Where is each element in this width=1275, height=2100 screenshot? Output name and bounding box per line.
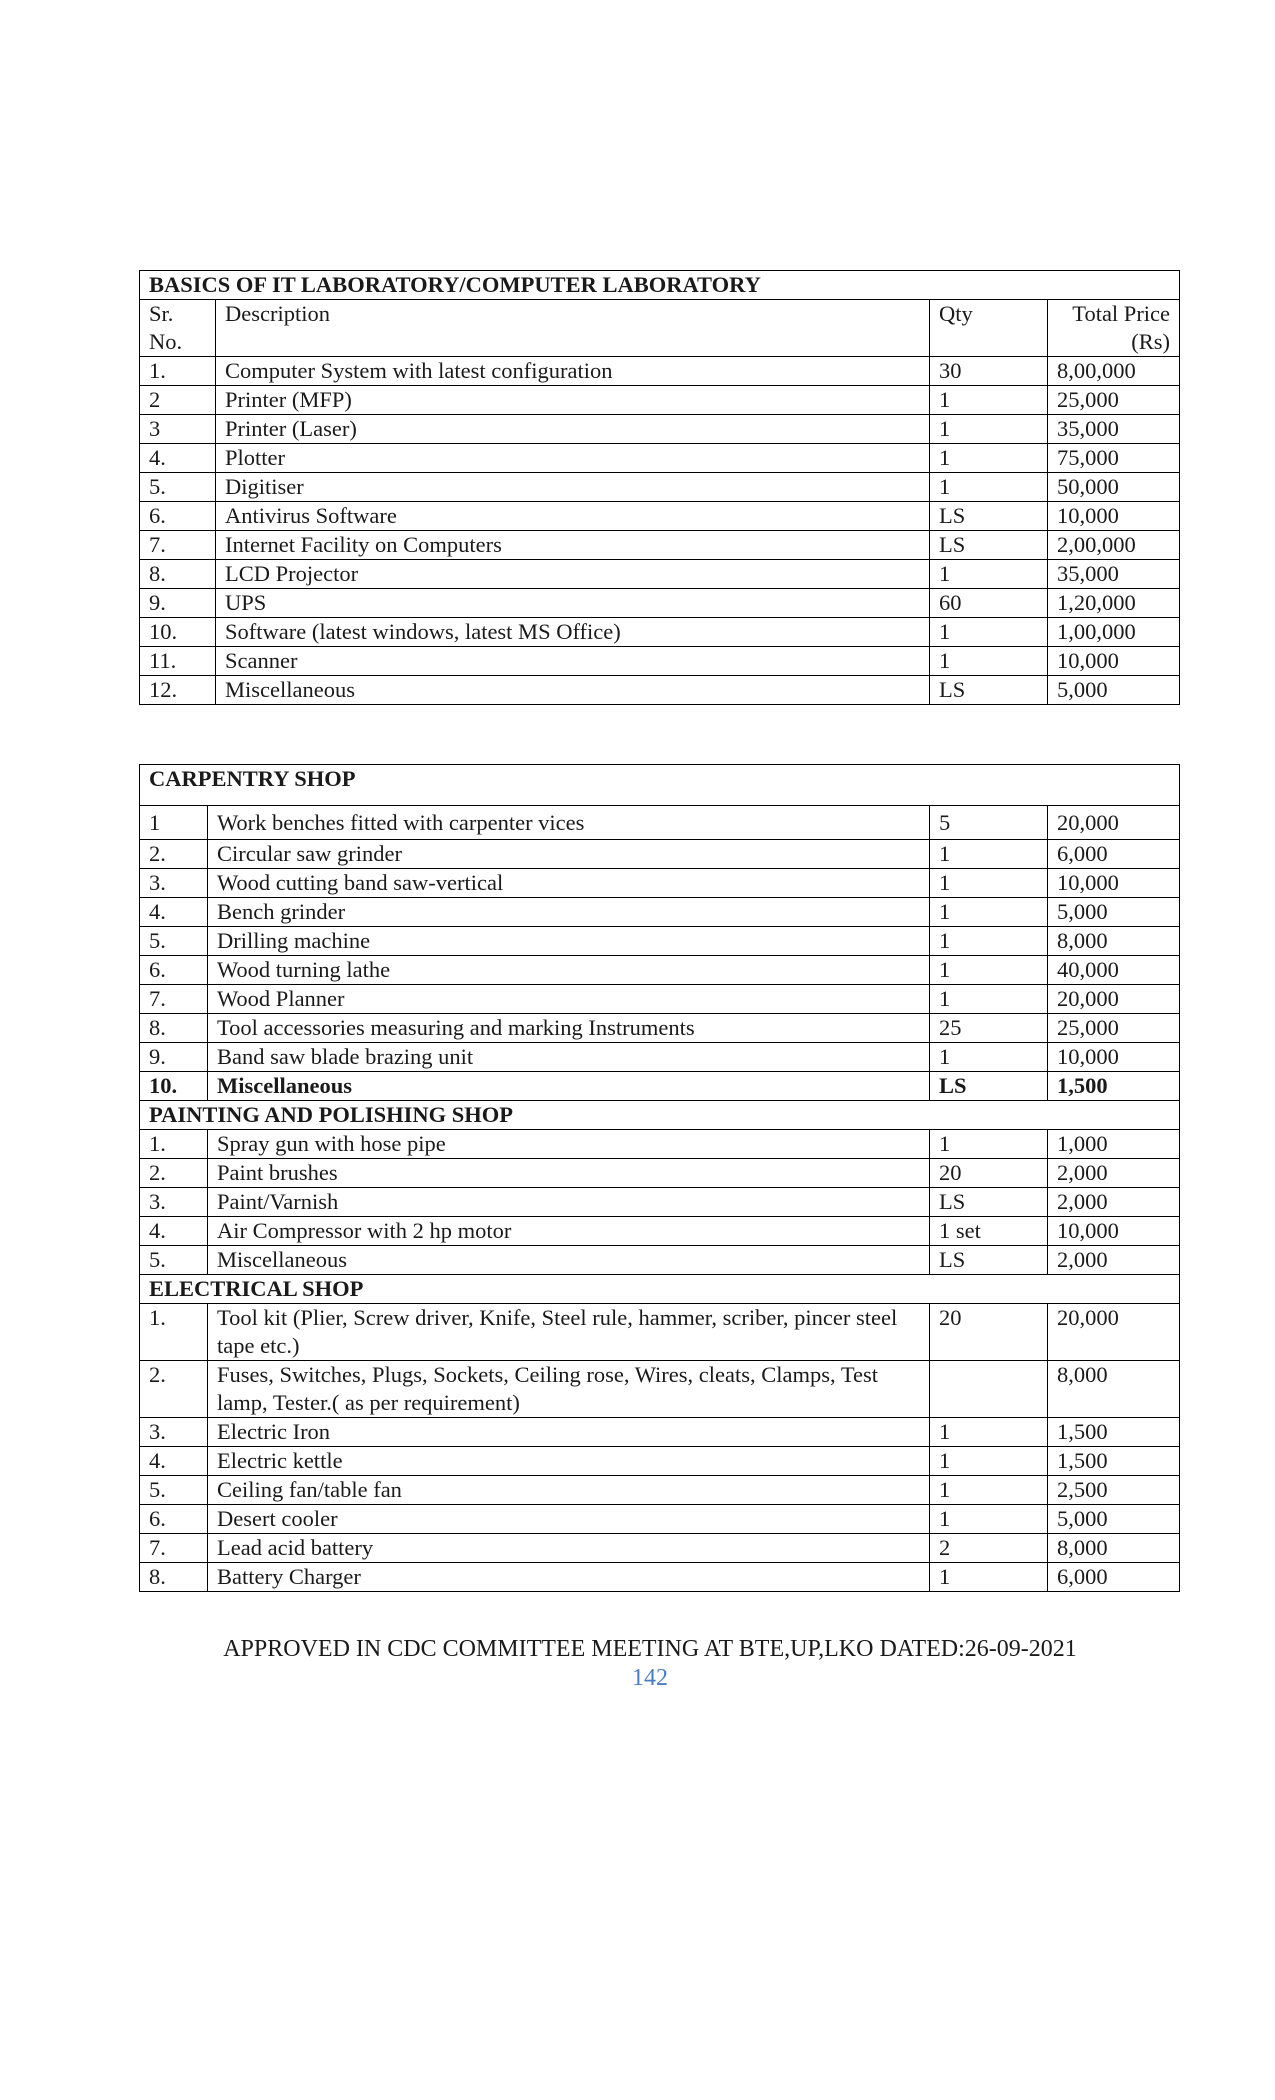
cell-sr-no: 2.	[140, 840, 208, 869]
table-row	[140, 618, 1180, 647]
cell-sr-no: 5.	[140, 473, 216, 502]
table-row	[140, 985, 1180, 1014]
table-row	[140, 927, 1180, 956]
cell-total-price: 2,000	[1048, 1246, 1180, 1275]
table-row	[140, 473, 1180, 502]
cell-description: Computer System with latest configuration	[216, 357, 930, 386]
cell-total-price: 6,000	[1048, 1563, 1180, 1592]
cell-qty: 1 set	[930, 1217, 1048, 1246]
table-row	[140, 502, 1180, 531]
cell-description: UPS	[216, 589, 930, 618]
table-header-row	[140, 300, 1180, 357]
table-row	[140, 531, 1180, 560]
table-row	[140, 956, 1180, 985]
cell-qty: 1	[930, 956, 1048, 985]
table-row	[140, 898, 1180, 927]
cell-qty: 2	[930, 1534, 1048, 1563]
cell-sr-no: 8.	[140, 1563, 208, 1592]
cell-sr-no: 3.	[140, 1188, 208, 1217]
cell-qty: 1	[930, 560, 1048, 589]
table-row	[140, 869, 1180, 898]
table-row	[140, 589, 1180, 618]
table-row	[140, 1476, 1180, 1505]
cell-description: Digitiser	[216, 473, 930, 502]
cell-description: Miscellaneous	[208, 1072, 930, 1101]
cell-qty: 1	[930, 444, 1048, 473]
cell-description: Printer (MFP)	[216, 386, 930, 415]
cell-qty: 1	[930, 386, 1048, 415]
cell-description: Spray gun with hose pipe	[208, 1130, 930, 1159]
cell-description: Circular saw grinder	[208, 840, 930, 869]
table-row	[140, 1418, 1180, 1447]
cell-description: LCD Projector	[216, 560, 930, 589]
table-row	[140, 560, 1180, 589]
cell-sr-no: 7.	[140, 985, 208, 1014]
cell-qty	[930, 1361, 1048, 1418]
cell-total-price: 1,500	[1048, 1072, 1180, 1101]
cell-description: Tool kit (Plier, Screw driver, Knife, Steel rule, hammer, scriber, pincer steel tape etc.)	[208, 1304, 930, 1361]
cell-qty: 1	[930, 415, 1048, 444]
cell-sr-no: 1	[140, 806, 208, 840]
section-title: ELECTRICAL SHOP	[140, 1275, 1180, 1304]
cell-qty: 1	[930, 1505, 1048, 1534]
table-row	[140, 1563, 1180, 1592]
cell-sr-no: 9.	[140, 589, 216, 618]
cell-description: Paint brushes	[208, 1159, 930, 1188]
cell-description: Printer (Laser)	[216, 415, 930, 444]
cell-qty: 1	[930, 1130, 1048, 1159]
cell-sr-no: 4.	[140, 898, 208, 927]
cell-sr-no: 8.	[140, 560, 216, 589]
cell-total-price: 8,00,000	[1048, 357, 1180, 386]
cell-sr-no: 3	[140, 415, 216, 444]
table-row	[140, 676, 1180, 705]
table-row	[140, 444, 1180, 473]
table-row	[140, 1361, 1180, 1418]
cell-total-price: 40,000	[1048, 956, 1180, 985]
cell-description: Miscellaneous	[216, 676, 930, 705]
cell-description: Paint/Varnish	[208, 1188, 930, 1217]
cell-qty: 1	[930, 1563, 1048, 1592]
cell-sr-no: 7.	[140, 1534, 208, 1563]
cell-total-price: 75,000	[1048, 444, 1180, 473]
cell-sr-no: 6.	[140, 956, 208, 985]
cell-qty: 25	[930, 1014, 1048, 1043]
cell-total-price: 1,00,000	[1048, 618, 1180, 647]
cell-sr-no: 1.	[140, 357, 216, 386]
cell-total-price: 10,000	[1048, 647, 1180, 676]
cell-description: Bench grinder	[208, 898, 930, 927]
cell-sr-no: 4.	[140, 1217, 208, 1246]
cell-total-price: 1,500	[1048, 1447, 1180, 1476]
cell-description: Scanner	[216, 647, 930, 676]
workshop-table	[139, 764, 1180, 1592]
cell-sr-no: 5.	[140, 1246, 208, 1275]
cell-total-price: 2,00,000	[1048, 531, 1180, 560]
cell-sr-no: 12.	[140, 676, 216, 705]
cell-total-price: 10,000	[1048, 1217, 1180, 1246]
cell-sr-no: 2	[140, 386, 216, 415]
section-title-row	[140, 765, 1180, 806]
cell-total-price: 20,000	[1048, 985, 1180, 1014]
cell-sr-no: 8.	[140, 1014, 208, 1043]
cell-qty: 1	[930, 618, 1048, 647]
cell-sr-no: 4.	[140, 444, 216, 473]
cell-total-price: 8,000	[1048, 927, 1180, 956]
cell-sr-no: 5.	[140, 1476, 208, 1505]
cell-sr-no: 2.	[140, 1361, 208, 1418]
page-number: 142	[632, 1665, 668, 1691]
cell-total-price: 20,000	[1048, 1304, 1180, 1361]
cell-description: Air Compressor with 2 hp motor	[208, 1217, 930, 1246]
cell-total-price: 20,000	[1048, 806, 1180, 840]
cell-qty: 20	[930, 1304, 1048, 1361]
cell-description: Wood turning lathe	[208, 956, 930, 985]
cell-qty: LS	[930, 1246, 1048, 1275]
cell-description: Band saw blade brazing unit	[208, 1043, 930, 1072]
table-row	[140, 1505, 1180, 1534]
cell-total-price: 5,000	[1048, 898, 1180, 927]
cell-total-price: 50,000	[1048, 473, 1180, 502]
cell-qty: 1	[930, 927, 1048, 956]
cell-sr-no: 10.	[140, 1072, 208, 1101]
cell-qty: LS	[930, 1072, 1048, 1101]
cell-qty: 1	[930, 1418, 1048, 1447]
table-row	[140, 1188, 1180, 1217]
cell-sr-no: 3.	[140, 869, 208, 898]
section-title-row	[140, 1101, 1180, 1130]
cell-description: Miscellaneous	[208, 1246, 930, 1275]
cell-total-price: 35,000	[1048, 560, 1180, 589]
cell-description: Wood Planner	[208, 985, 930, 1014]
cell-description: Electric Iron	[208, 1418, 930, 1447]
cell-description: Plotter	[216, 444, 930, 473]
cell-qty: 1	[930, 1043, 1048, 1072]
section-title: PAINTING AND POLISHING SHOP	[140, 1101, 1180, 1130]
header-qty: Qty	[930, 300, 1048, 357]
cell-sr-no: 7.	[140, 531, 216, 560]
cell-qty: LS	[930, 502, 1048, 531]
cell-total-price: 5,000	[1048, 676, 1180, 705]
table-row	[140, 1447, 1180, 1476]
cell-qty: 60	[930, 589, 1048, 618]
header-total-price: Total Price (Rs)	[1048, 300, 1180, 357]
cell-description: Work benches fitted with carpenter vices	[208, 806, 930, 840]
table-row	[140, 415, 1180, 444]
table-row	[140, 1246, 1180, 1275]
table-row	[140, 806, 1180, 840]
cell-total-price: 2,000	[1048, 1159, 1180, 1188]
cell-total-price: 8,000	[1048, 1534, 1180, 1563]
section-title: CARPENTRY SHOP	[140, 765, 1180, 806]
cell-qty: LS	[930, 531, 1048, 560]
cell-qty: 20	[930, 1159, 1048, 1188]
cell-qty: LS	[930, 676, 1048, 705]
cell-description: Drilling machine	[208, 927, 930, 956]
cell-qty: 1	[930, 840, 1048, 869]
cell-description: Internet Facility on Computers	[216, 531, 930, 560]
section-title-row	[140, 1275, 1180, 1304]
table-row	[140, 1217, 1180, 1246]
table-row	[140, 1534, 1180, 1563]
cell-sr-no: 5.	[140, 927, 208, 956]
cell-total-price: 1,500	[1048, 1418, 1180, 1447]
cell-qty: 1	[930, 473, 1048, 502]
cell-description: Electric kettle	[208, 1447, 930, 1476]
header-sr-no: Sr. No.	[140, 300, 216, 357]
cell-total-price: 5,000	[1048, 1505, 1180, 1534]
table-row	[140, 357, 1180, 386]
section-title: BASICS OF IT LABORATORY/COMPUTER LABORATORY	[140, 271, 1180, 300]
cell-sr-no: 6.	[140, 502, 216, 531]
cell-qty: 1	[930, 1476, 1048, 1505]
cell-total-price: 6,000	[1048, 840, 1180, 869]
cell-description: Battery Charger	[208, 1563, 930, 1592]
cell-total-price: 1,000	[1048, 1130, 1180, 1159]
cell-total-price: 10,000	[1048, 869, 1180, 898]
cell-description: Software (latest windows, latest MS Office)	[216, 618, 930, 647]
cell-total-price: 2,500	[1048, 1476, 1180, 1505]
cell-qty: 1	[930, 647, 1048, 676]
section-title-row	[140, 271, 1180, 300]
table-row	[140, 840, 1180, 869]
cell-qty: 1	[930, 985, 1048, 1014]
cell-description: Antivirus Software	[216, 502, 930, 531]
cell-sr-no: 4.	[140, 1447, 208, 1476]
cell-qty: 30	[930, 357, 1048, 386]
it-lab-table	[139, 270, 1180, 705]
cell-sr-no: 1.	[140, 1130, 208, 1159]
table-row	[140, 1130, 1180, 1159]
cell-qty: LS	[930, 1188, 1048, 1217]
table-row	[140, 1159, 1180, 1188]
cell-total-price: 35,000	[1048, 415, 1180, 444]
cell-sr-no: 9.	[140, 1043, 208, 1072]
cell-qty: 5	[930, 806, 1048, 840]
table-row	[140, 1043, 1180, 1072]
cell-total-price: 8,000	[1048, 1361, 1180, 1418]
header-description: Description	[216, 300, 930, 357]
table-row	[140, 1072, 1180, 1101]
cell-sr-no: 3.	[140, 1418, 208, 1447]
cell-sr-no: 1.	[140, 1304, 208, 1361]
table-row	[140, 647, 1180, 676]
cell-qty: 1	[930, 898, 1048, 927]
cell-description: Desert cooler	[208, 1505, 930, 1534]
cell-sr-no: 10.	[140, 618, 216, 647]
cell-description: Ceiling fan/table fan	[208, 1476, 930, 1505]
cell-total-price: 2,000	[1048, 1188, 1180, 1217]
cell-total-price: 25,000	[1048, 1014, 1180, 1043]
cell-total-price: 10,000	[1048, 502, 1180, 531]
cell-total-price: 25,000	[1048, 386, 1180, 415]
cell-description: Fuses, Switches, Plugs, Sockets, Ceiling rose, Wires, cleats, Clamps, Test lamp, Tester.( as per requirement)	[208, 1361, 930, 1418]
cell-qty: 1	[930, 869, 1048, 898]
table-row	[140, 1014, 1180, 1043]
cell-sr-no: 2.	[140, 1159, 208, 1188]
table-row	[140, 386, 1180, 415]
cell-description: Lead acid battery	[208, 1534, 930, 1563]
cell-sr-no: 11.	[140, 647, 216, 676]
cell-description: Tool accessories measuring and marking Instruments	[208, 1014, 930, 1043]
cell-description: Wood cutting band saw-vertical	[208, 869, 930, 898]
cell-total-price: 1,20,000	[1048, 589, 1180, 618]
cell-sr-no: 6.	[140, 1505, 208, 1534]
cell-qty: 1	[930, 1447, 1048, 1476]
cell-total-price: 10,000	[1048, 1043, 1180, 1072]
table-row	[140, 1304, 1180, 1361]
approval-note: APPROVED IN CDC COMMITTEE MEETING AT BTE,UP,LKO DATED:26-09-2021	[223, 1636, 1077, 1662]
